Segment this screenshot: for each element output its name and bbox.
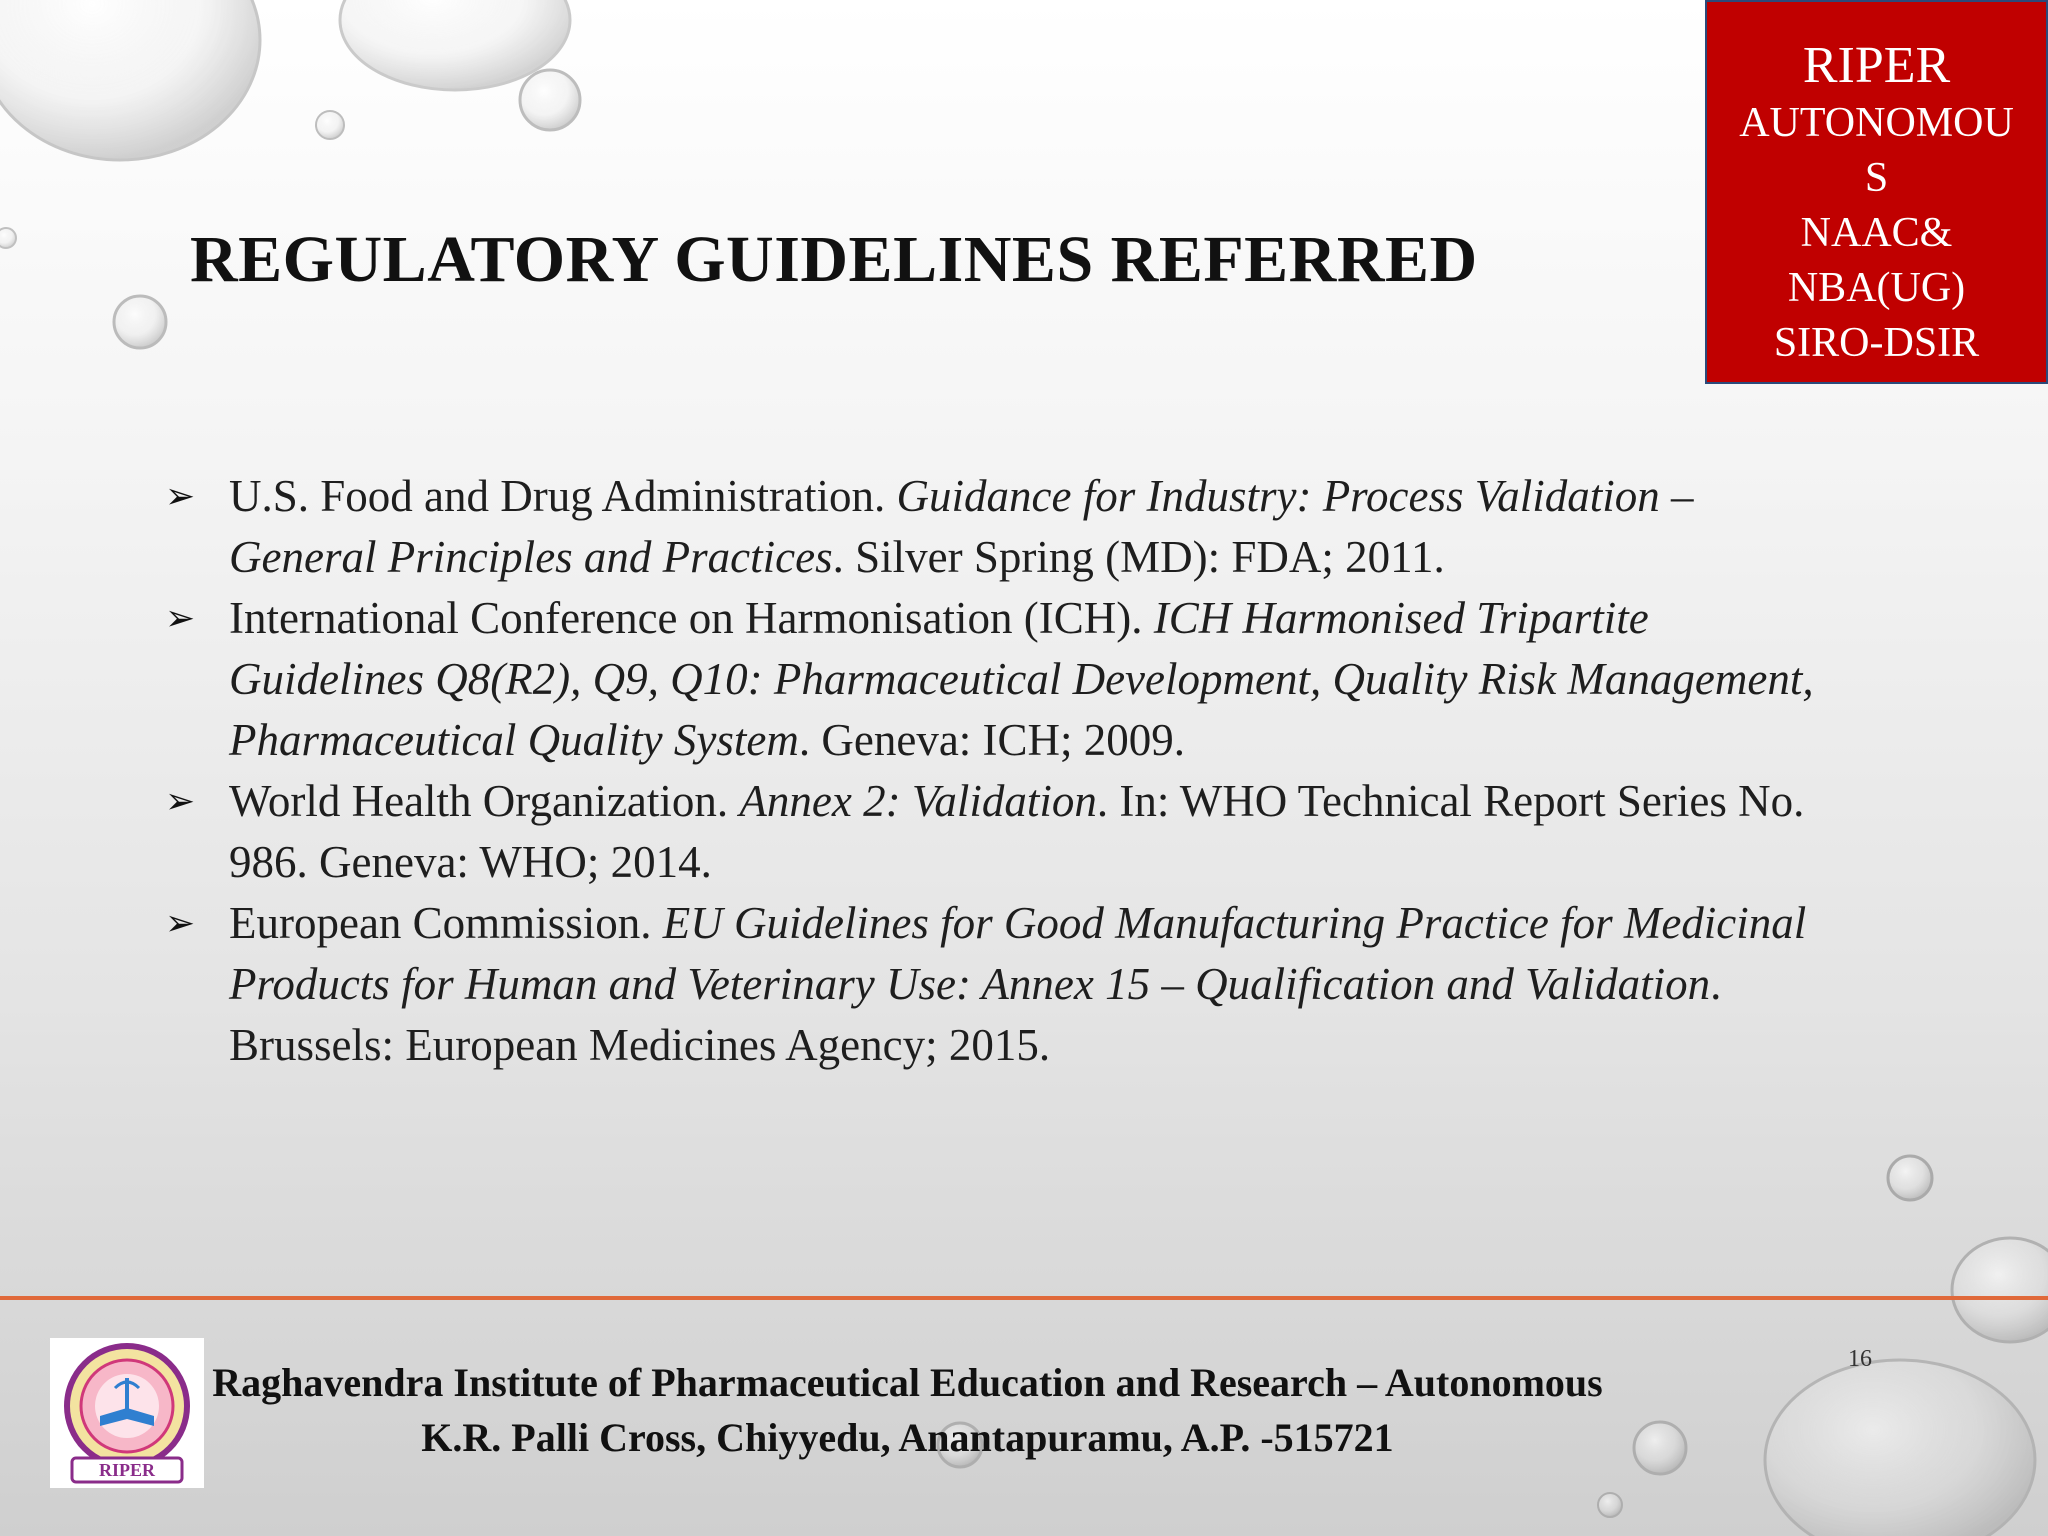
reference-author: U.S. Food and Drug Administration. xyxy=(229,471,886,521)
footer xyxy=(210,1355,1605,1465)
reference-details: . Geneva: ICH; 2009. xyxy=(798,715,1186,765)
badge-autonomous-1: AUTONOMOU xyxy=(1739,99,2014,146)
badge-naac: NAAC& xyxy=(1800,209,1953,256)
reference-title: Annex 2: Validation xyxy=(739,776,1097,826)
reference-details: . In: WHO Technical Report Series No. 986. Geneva: WHO; 2014. xyxy=(229,776,1805,887)
reference-list xyxy=(165,466,1825,1076)
reference-item xyxy=(165,466,1825,588)
institute-name: Raghavendra Institute of Pharmaceutical Education and Research – Autonomous xyxy=(212,1360,1603,1405)
badge-riper: RIPER xyxy=(1802,36,1951,94)
reference-details: . Brussels: European Medicines Agency; 2015. xyxy=(229,959,1722,1070)
institute-address: K.R. Palli Cross, Chiyyedu, Anantapuramu, A.P. -515721 xyxy=(421,1415,1394,1460)
arrow-bullet-icon: ➢ xyxy=(165,476,196,517)
reference-item xyxy=(165,588,1825,771)
badge-autonomous-2: S xyxy=(1864,154,1889,201)
reference-author: World Health Organization. xyxy=(229,776,729,826)
reference-title: Guidance for Industry: Process Validation – General Principles and Practices xyxy=(229,471,1694,582)
arrow-bullet-icon: ➢ xyxy=(165,781,196,822)
institute-logo xyxy=(50,1338,204,1488)
accreditation-badge xyxy=(1705,0,2048,384)
reference-author: European Commission. xyxy=(229,898,652,948)
reference-title: EU Guidelines for Good Manufacturing Practice for Medicinal Products for Human and Veterinary Use: Annex 15 – Qualification and Validation xyxy=(229,898,1807,1009)
arrow-bullet-icon: ➢ xyxy=(165,598,196,639)
badge-nba: NBA(UG) xyxy=(1787,264,1966,311)
page-title: REGULATORY GUIDELINES REFERRED xyxy=(190,223,1478,296)
badge-siro: SIRO-DSIR xyxy=(1773,319,1980,366)
page-number: 16 xyxy=(1848,1346,1872,1372)
reference-title: ICH Harmonised Tripartite Guidelines Q8(R2), Q9, Q10: Pharmaceutical Development, Quality Risk Management, Pharmaceutical Quality System xyxy=(229,593,1814,765)
reference-item xyxy=(165,893,1825,1076)
logo-text: RIPER xyxy=(98,1460,156,1480)
reference-author: International Conference on Harmonisation (ICH). xyxy=(229,593,1143,643)
reference-details: . Silver Spring (MD): FDA; 2011. xyxy=(832,532,1445,582)
footer-divider xyxy=(0,1296,2048,1300)
reference-item xyxy=(165,771,1825,893)
arrow-bullet-icon: ➢ xyxy=(165,903,196,944)
